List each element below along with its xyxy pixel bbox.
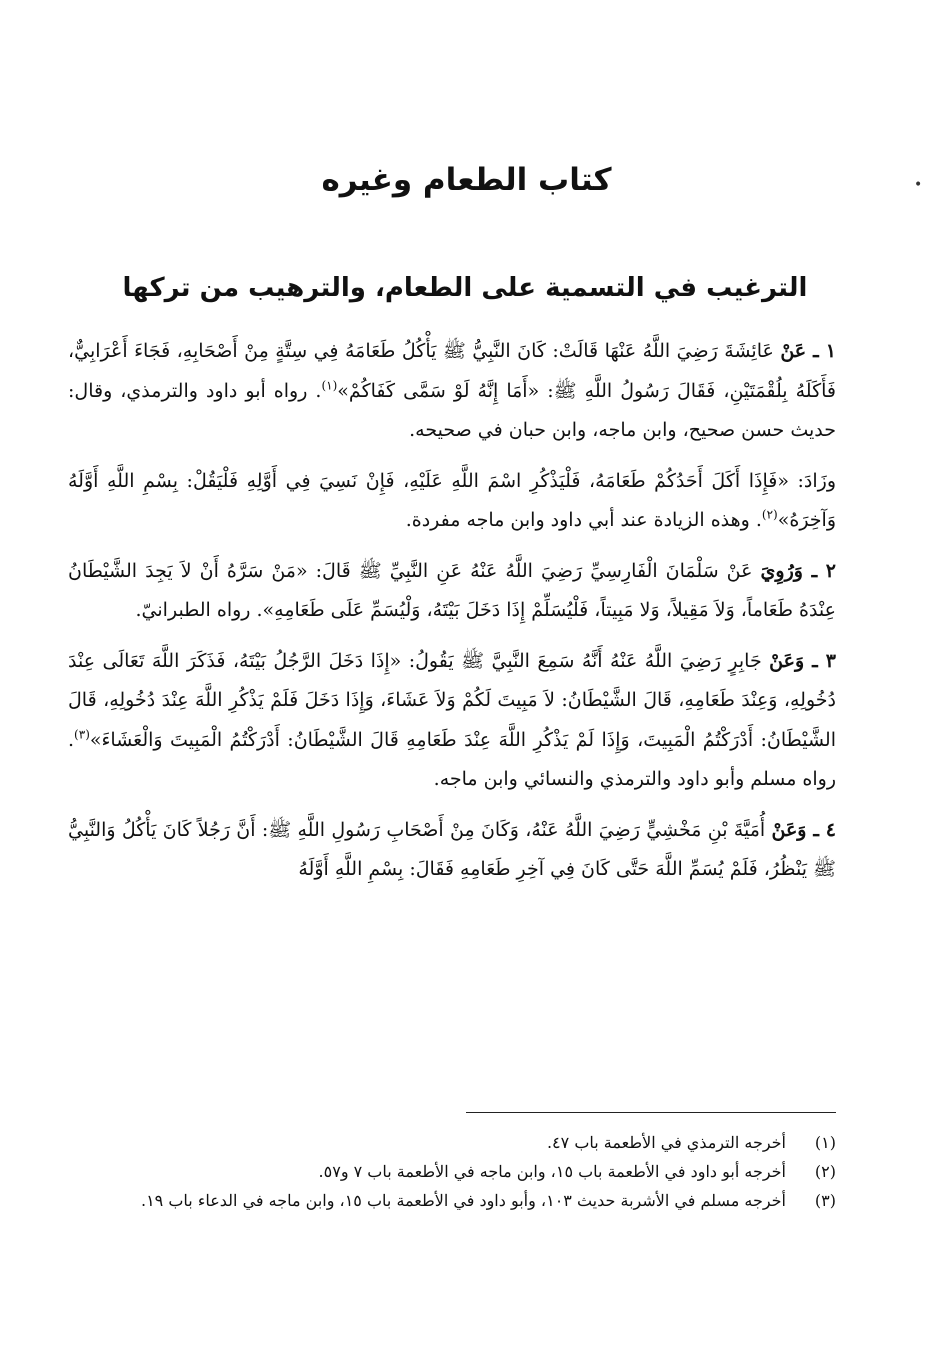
footnote-text: أخرجه أبو داود في الأطعمة باب ١٥، وابن ماجه في الأطعمة باب ٧ و٥٧. xyxy=(318,1162,786,1181)
footnote-text: أخرجه الترمذي في الأطعمة باب ٤٧. xyxy=(546,1133,786,1152)
paragraph-text: وزَادَ: «فَإِذَا أَكَلَ أَحَدُكُمْ طَعَامَهُ، فَلْيَذْكُرِ اسْمَ اللَّهِ عَلَيْهِ، فَإِنْ نَسِيَ فِي أَوَّلِهِ فَلْيَقُلْ: بِسْمِ اللَّهِ أَوَّلَهُ وَآخِرَهُ» xyxy=(68,469,836,531)
paragraph-text: عَائِشَةَ رَضِيَ اللَّهُ عَنْهَا قَالَتْ: كَانَ النَّبِيُّ ﷺ يَأْكُلُ طَعَامَهُ فِي سِتَّةٍ مِنْ أَصْحَابِهِ، فَجَاءَ أَعْرَابِيٌّ، فَأَكَلَهُ بِلُقْمَتَيْنِ، فَقَالَ رَسُولُ اللَّهِ ﷺ: «أَمَا إِنَّهُ لَوْ سَمَّى كَفَاكُمْ» xyxy=(68,340,836,402)
footnote-ref[interactable]: (٢) xyxy=(761,507,778,522)
footnote-number: (٣) xyxy=(814,1191,836,1210)
paragraph-hadith-2 xyxy=(68,552,836,631)
footnote-ref[interactable]: (٣) xyxy=(74,727,90,742)
book-title: كتاب الطعام وغيره xyxy=(321,162,612,198)
chapter-title: الترغيب في التسمية على الطعام، والترهيب من تركها xyxy=(122,273,808,303)
paragraph-addition xyxy=(68,462,836,541)
paragraph-hadith-1 xyxy=(68,332,836,451)
paragraph-lead: ٤ ـ وَعَنْ xyxy=(771,818,836,841)
footnotes xyxy=(68,1128,836,1215)
paragraph-text: عَنْ سَلْمَانَ الْفَارِسِيِّ رَضِيَ اللَّهُ عَنْهُ عَنِ النَّبِيِّ ﷺ قَالَ: «مَنْ سَرَّهُ أَنْ لاَ يَجِدَ الشَّيْطَانُ عِنْدَهُ طَعَاماً، وَلاَ مَقِيلاً، وَلا مَبِيتاً، فَلْيُسَلِّمْ إِذَا دَخَلَ بَيْتَهُ، وَلْيُسَمِّ عَلَى طَعَامِهِ». رواه الطبرانيّ. xyxy=(68,559,836,621)
paragraph-lead: ٣ ـ وَعَنْ xyxy=(769,649,836,672)
footnote-text: أخرجه مسلم في الأشربة حديث ١٠٣، وأبو داود في الأطعمة باب ١٥، وابن ماجه في الدعاء باب ١٩. xyxy=(140,1191,786,1210)
footnote-number: (١) xyxy=(814,1133,836,1152)
paragraph-lead: ١ ـ عَنْ xyxy=(780,340,836,362)
footnote-item xyxy=(68,1157,836,1186)
main-text xyxy=(68,332,836,901)
footnote-ref[interactable]: (١) xyxy=(321,378,338,393)
footnote-item xyxy=(68,1186,836,1215)
paragraph-tail: . رواه أبو داود والترمذي، وقال: حديث حسن صحيح، وابن ماجه، وابن حبان في صحيحه. xyxy=(68,379,836,441)
footnote-divider xyxy=(466,1112,836,1113)
paragraph-hadith-4 xyxy=(68,811,836,890)
paragraph-text: جَابِرٍ رَضِيَ اللَّهُ عَنْهُ أَنَّهُ سَمِعَ النَّبِيَّ ﷺ يَقُولُ: «إِذَا دَخَلَ الرَّجُلُ بَيْتَهُ، فَذَكَرَ اللَّهَ تَعَالَى عِنْدَ دُخُولِهِ، وَعِنْدَ طَعَامِهِ، قَالَ الشَّيْطَانُ: لاَ مَبِيتَ لَكُمْ وَلاَ عَشَاءَ، وَإِذَا دَخَلَ فَلَمْ يَذْكُرِ اللَّهَ عِنْدَ دُخُولِهِ، قَالَ الشَّيْطَانُ: أَدْرَكْتُمُ الْمَبِيتَ، وَإِذَا لَمْ يَذْكُرِ اللَّهَ عِنْدَ طَعَامِهِ قَالَ الشَّيْطَانُ: أَدْرَكْتُمُ الْمَبِيتَ وَالْعَشَاءَ» xyxy=(68,649,836,751)
footnote-number: (٢) xyxy=(814,1162,836,1181)
page-speck: • xyxy=(914,177,923,193)
paragraph-tail: . رواه مسلم وأبو داود والترمذي والنسائي وابن ماجه. xyxy=(68,728,836,790)
paragraph-lead: ٢ ـ وَرُوِيَ xyxy=(760,559,836,582)
paragraph-text: أُمَيَّةَ بْنِ مَخْشِيٍّ رَضِيَ اللَّهُ عَنْهُ، وَكَانَ مِنْ أَصْحَابِ رَسُولِ اللَّهِ ﷺ: أَنَّ رَجُلاً كَانَ يَأْكُلُ وَالنَّبِيُّ ﷺ يَنْظُرُ، فَلَمْ يُسَمِّ اللَّهَ حَتَّى كَانَ فِي آخِرِ طَعَامِهِ فَقَالَ: بِسْمِ اللَّهِ أَوَّلَهُ xyxy=(68,818,836,880)
paragraph-tail: . وهذه الزيادة عند أبي داود وابن ماجه مفردة. xyxy=(405,509,762,531)
paragraph-hadith-3 xyxy=(68,642,836,800)
footnote-item xyxy=(68,1128,836,1157)
